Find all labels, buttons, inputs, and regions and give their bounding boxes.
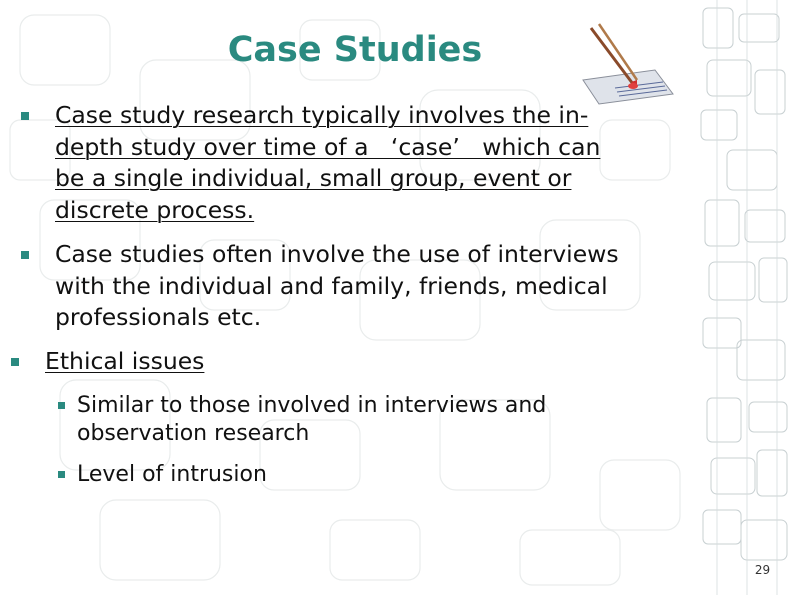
bullet-text-line: be a single individual, small group, event or xyxy=(55,164,572,192)
bullet-text-line: discrete process. xyxy=(55,195,255,224)
bullet-marker xyxy=(11,358,19,366)
bullet-text-line: depth study over time of a ‘case’ which can xyxy=(55,132,601,161)
bullet-text-line: Level of intrusion xyxy=(77,462,267,487)
bullet-text-line: observation research xyxy=(77,421,310,446)
bullet-text-line: professionals etc. xyxy=(55,303,262,331)
right-decorative-band xyxy=(697,0,794,595)
bullet-marker xyxy=(58,402,65,409)
slide-title: Case Studies xyxy=(227,30,483,70)
bullet-text-line: Case studies often involve the use of interviews xyxy=(55,240,619,268)
bullet-text-line: with the individual and family, friends, medical xyxy=(55,271,608,300)
bullet-text-line: Similar to those involved in interviews and xyxy=(77,393,547,418)
page-number: 29 xyxy=(754,563,771,577)
ethical-issues-heading: Ethical issues xyxy=(45,347,205,375)
bullet-text-line: Case study research typically involves the in- xyxy=(55,101,589,129)
pen-and-paper-icon xyxy=(575,22,680,107)
bullet-marker xyxy=(21,112,29,120)
bullet-marker xyxy=(58,471,65,478)
bullet-marker xyxy=(21,251,29,259)
